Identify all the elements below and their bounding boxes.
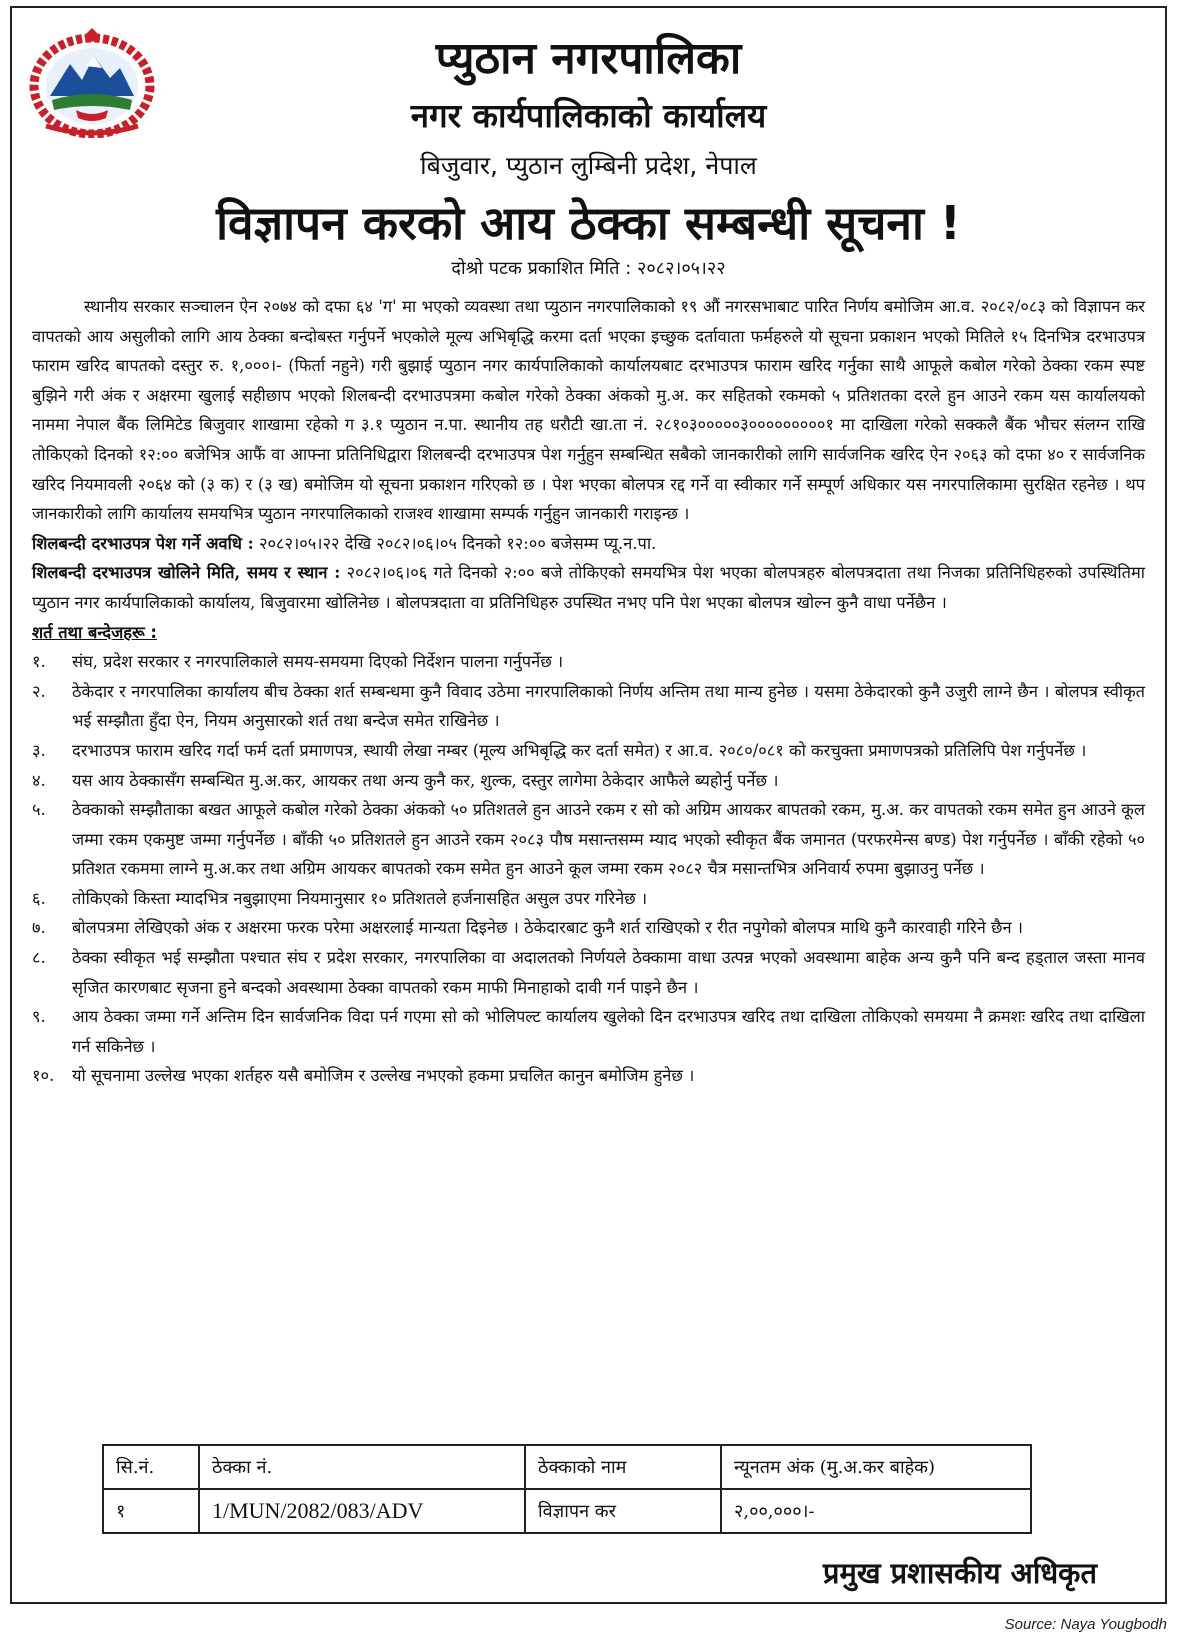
submission-deadline	[32, 529, 1145, 559]
col-header-serial: सि.नं.	[103, 1445, 199, 1489]
conditions-list	[32, 647, 1145, 1091]
condition-item: ७. बोलपत्रमा लेखिएको अंक र अक्षरमा फरक परेमा अक्षरलाई मान्यता दिइनेछ । ठेकेदारबाट कुनै शर्त राखिएको र रीत नपुगेको बोलपत्र माथि कुनै कारवाही गरिने छैन ।	[32, 918, 1024, 938]
published-date: दोश्रो पटक प्रकाशित मिति : २०८२।०५।२२	[451, 258, 726, 279]
contract-table	[102, 1444, 1032, 1534]
condition-item: ४. यस आय ठेक्कासँग सम्बन्धित मु.अ.कर, आयकर तथा अन्य कुनै कर, शुल्क, दस्तुर लागेमा ठेकेदार आफैले ब्यहोर्नु पर्नेछ ।	[32, 770, 779, 790]
opening-value: २०८२।०६।०६ गते दिनको २:०० बजे तोकिएको समयभित्र पेश भएका बोलपत्रहरु बोलपत्रदाता तथा निजका प्रतिनिधिहरुको उपस्थितिमा प्युठान नगर कार्यपालिकाको कार्यालय, बिजुवारमा खोलिनेछ । बोलपत्रदाता वा प्रतिनिधिहरु उपस्थित नभए पनि पेश भएका बोलपत्र खोल्न कुनै वाधा पर्नेछैन ।	[32, 563, 1145, 612]
municipality-name: प्युठान नगरपालिका	[435, 33, 742, 84]
cell-min-amount: २,००,०००।-	[721, 1489, 1031, 1533]
col-header-contract-no: ठेक्का नं.	[199, 1445, 525, 1489]
condition-item: ३. दरभाउपत्र फाराम खरिद गर्दा फर्म दर्ता प्रमाणपत्र, स्थायी लेखा नम्बर (मूल्य अभिबृद्धि कर दर्ता समेत) र आ.व. २०८०/०८१ को करचुक्ता प्रमाणपत्रको प्रतिलिपि पेश गर्नुपर्नेछ ।	[32, 740, 1087, 760]
cell-contract-no: 1/MUN/2082/083/ADV	[199, 1489, 525, 1533]
notice-title: विज्ञापन करको आय ठेक्का सम्बन्धी सूचना !	[216, 196, 961, 250]
table-row	[103, 1489, 1031, 1533]
condition-item: १. संघ, प्रदेश सरकार र नगरपालिकाले समय-समयमा दिएको निर्देशन पालना गर्नुपर्नेछ ।	[32, 652, 564, 672]
condition-item: २. ठेकेदार र नगरपालिका कार्यालय बीच ठेक्का शर्त सम्बन्धमा कुनै विवाद उठेमा नगरपालिकाको निर्णय अन्तिम तथा मान्य हुनेछ । यसमा ठेकेदारको कुनै उजुरी लाग्ने छैन । बोलपत्र स्वीकृत भई सम्झौता हुँदा ऐन, नियम अनुसारको शर्त तथा बन्देज समेत राखिनेछ ।	[32, 681, 1145, 731]
col-header-min-amount: न्यूनतम अंक (मु.अ.कर बाहेक)	[721, 1445, 1031, 1489]
notice-frame	[10, 6, 1167, 1604]
conditions-heading: शर्त तथा बन्देजहरू :	[32, 622, 157, 642]
condition-item: ९. आय ठेक्का जम्मा गर्ने अन्तिम दिन सार्वजनिक विदा पर्न गएमा सो को भोलिपल्ट कार्यालय खुलेको दिन दरभाउपत्र खरिद तथा दाखिला तोकिएको समयमा नै क्रमशः खरिद तथा दाखिला गर्न सकिनेछ ।	[32, 1007, 1145, 1056]
condition-item: १०. यो सूचनामा उल्लेख भएका शर्तहरु यसै बमोजिम र उल्लेख नभएको हकमा प्रचलित कानुन बमोजिम हुनेछ ।	[32, 1066, 695, 1086]
intro-paragraph: स्थानीय सरकार सञ्चालन ऐन २०७४ को दफा ६४ 'ग' मा भएको व्यवस्था तथा प्युठान नगरपालिकाको १९ औं नगरसभाबाट पारित निर्णय बमोजिम आ.व. २०८२/०८३ को विज्ञापन कर वापतको आय असुलीको लागि आय ठेक्का बन्दोबस्त गर्नुपर्ने भएकोले मूल्य अभिबृद्धि करमा दर्ता भएका इच्छुक दर्तावाता फर्महरुले यो सूचना प्रकाशन भएको मितिले १५ दिनभित्र दरभाउपत्र फाराम खरिद बापतको दस्तुर रु. १,०००।- (फिर्ता नहुने) गरी बुझाई प्युठान नगर कार्यपालिकाको कार्यालयबाट दरभाउपत्र फाराम खरिद गर्नुका साथै आफूले कबोल गरेको ठेक्का रकम स्पष्ट बुझिने गरी अंक र अक्षरमा खुलाई सहीछाप भएको शिलबन्दी दरभाउपत्रमा कबोल गरेको ठेक्का अंकको मु.अ. कर सहितको रकमको ५ प्रतिशतका दरले हुन आउने रकम यस कार्यालयको नाममा नेपाल बैंक लिमिटेड बिजुवार शाखामा रहेको ग ३.१ प्युठान न.पा. स्थानीय तह धरौटी खा.ता नं. २८१०३०००००३०००००००००१ मा दाखिला गरेको सक्कलै बैंक भौचर संलग्न राखि तोकिएको दिनको १२:०० बजेभित्र आफैं वा आफ्ना प्रतिनिधिद्वारा शिलबन्दी दरभाउपत्र पेश गर्नुहुन सम्बन्धित सबैको जानकारीको लागि सार्वजनिक खरिद ऐन २०६३ को दफा ४० र सार्वजनिक खरिद नियमावली २०६४ को (३ क) र (३ ख) बमोजिम यो सूचना प्रकाशन गरिएको छ । पेश भएका बोलपत्र रद्द गर्ने वा स्वीकार गर्ने सम्पूर्ण अधिकार यस नगरपालिकामा सुरक्षित रहनेछ । थप जानकारीको लागि कार्यालय समयभित्र प्युठान नगरपालिकाको राजश्व शाखामा सम्पर्क गर्नुहुन जानकारी गराइन्छ ।	[32, 297, 1145, 524]
signatory-title: प्रमुख प्रशासकीय अधिकृत	[822, 1556, 1097, 1590]
office-name: नगर कार्यपालिकाको कार्यालय	[410, 96, 767, 135]
cell-serial: १	[103, 1489, 199, 1533]
notice-body	[32, 292, 1145, 1091]
submission-deadline-value: २०८२।०५।२२ देखि २०८२।०६।०५ दिनको १२:०० बजेसम्म प्यू.न.पा.	[258, 533, 657, 553]
condition-item: ८. ठेक्का स्वीकृत भई सम्झौता पश्चात संघ र प्रदेश सरकार, नगरपालिका वा अदालतको निर्णयले ठेक्कामा वाधा उत्पन्न भएको अवस्थामा बाहेक अन्य कुनै पनि बन्द हड्ताल जस्ता मानव सृजित कारणबाट सृजना हुने बन्दको अवस्थामा ठेक्का वापतको रकम माफी मिनाहाको दावी गर्न पाइने छैन ।	[32, 948, 1145, 997]
source-credit: Source: Naya Yougbodh	[1004, 1616, 1167, 1633]
office-address: बिजुवार, प्युठान लुम्बिनी प्रदेश, नेपाल	[420, 151, 757, 180]
submission-deadline-label: शिलबन्दी दरभाउपत्र पेश गर्ने अवधि :	[32, 533, 254, 553]
opening-details	[32, 558, 1145, 617]
condition-item: ५. ठेक्काको सम्झौताका बखत आफूले कबोल गरेको ठेक्का अंकको ५० प्रतिशतले हुन आउने रकम र सो को अग्रिम आयकर बापतको रकम, मु.अ. कर वापतको रकम समेत हुन आउने कूल जम्मा रकम एकमुष्ट जम्मा गर्नुपर्नेछ । बाँकी ५० प्रतिशतले हुन आउने रकम २०८३ पौष मसान्तसम्म म्याद भएको स्वीकृत बैंक जमानत (परफरमेन्स बण्ड) पेश गर्नुपर्नेछ । बाँकी रहेको ५० प्रतिशत रकममा लाग्ने मु.अ.कर तथा अग्रिम आयकर बापतको रकम समेत हुन आउने कूल जम्मा रकम २०८२ चैत्र मसान्तभित्र अनिवार्य रुपमा बुझाउनु पर्नेछ ।	[32, 800, 1145, 879]
opening-label: शिलबन्दी दरभाउपत्र खोलिने मिति, समय र स्थान :	[32, 563, 341, 583]
table-header-row	[103, 1445, 1031, 1489]
col-header-contract-name: ठेक्काको नाम	[525, 1445, 721, 1489]
cell-contract-name: विज्ञापन कर	[525, 1489, 721, 1533]
condition-item: ६. तोकिएको किस्ता म्यादभित्र नबुझाएमा नियमानुसार १० प्रतिशतले हर्जनासहित असुल उपर गरिनेछ ।	[32, 888, 648, 908]
